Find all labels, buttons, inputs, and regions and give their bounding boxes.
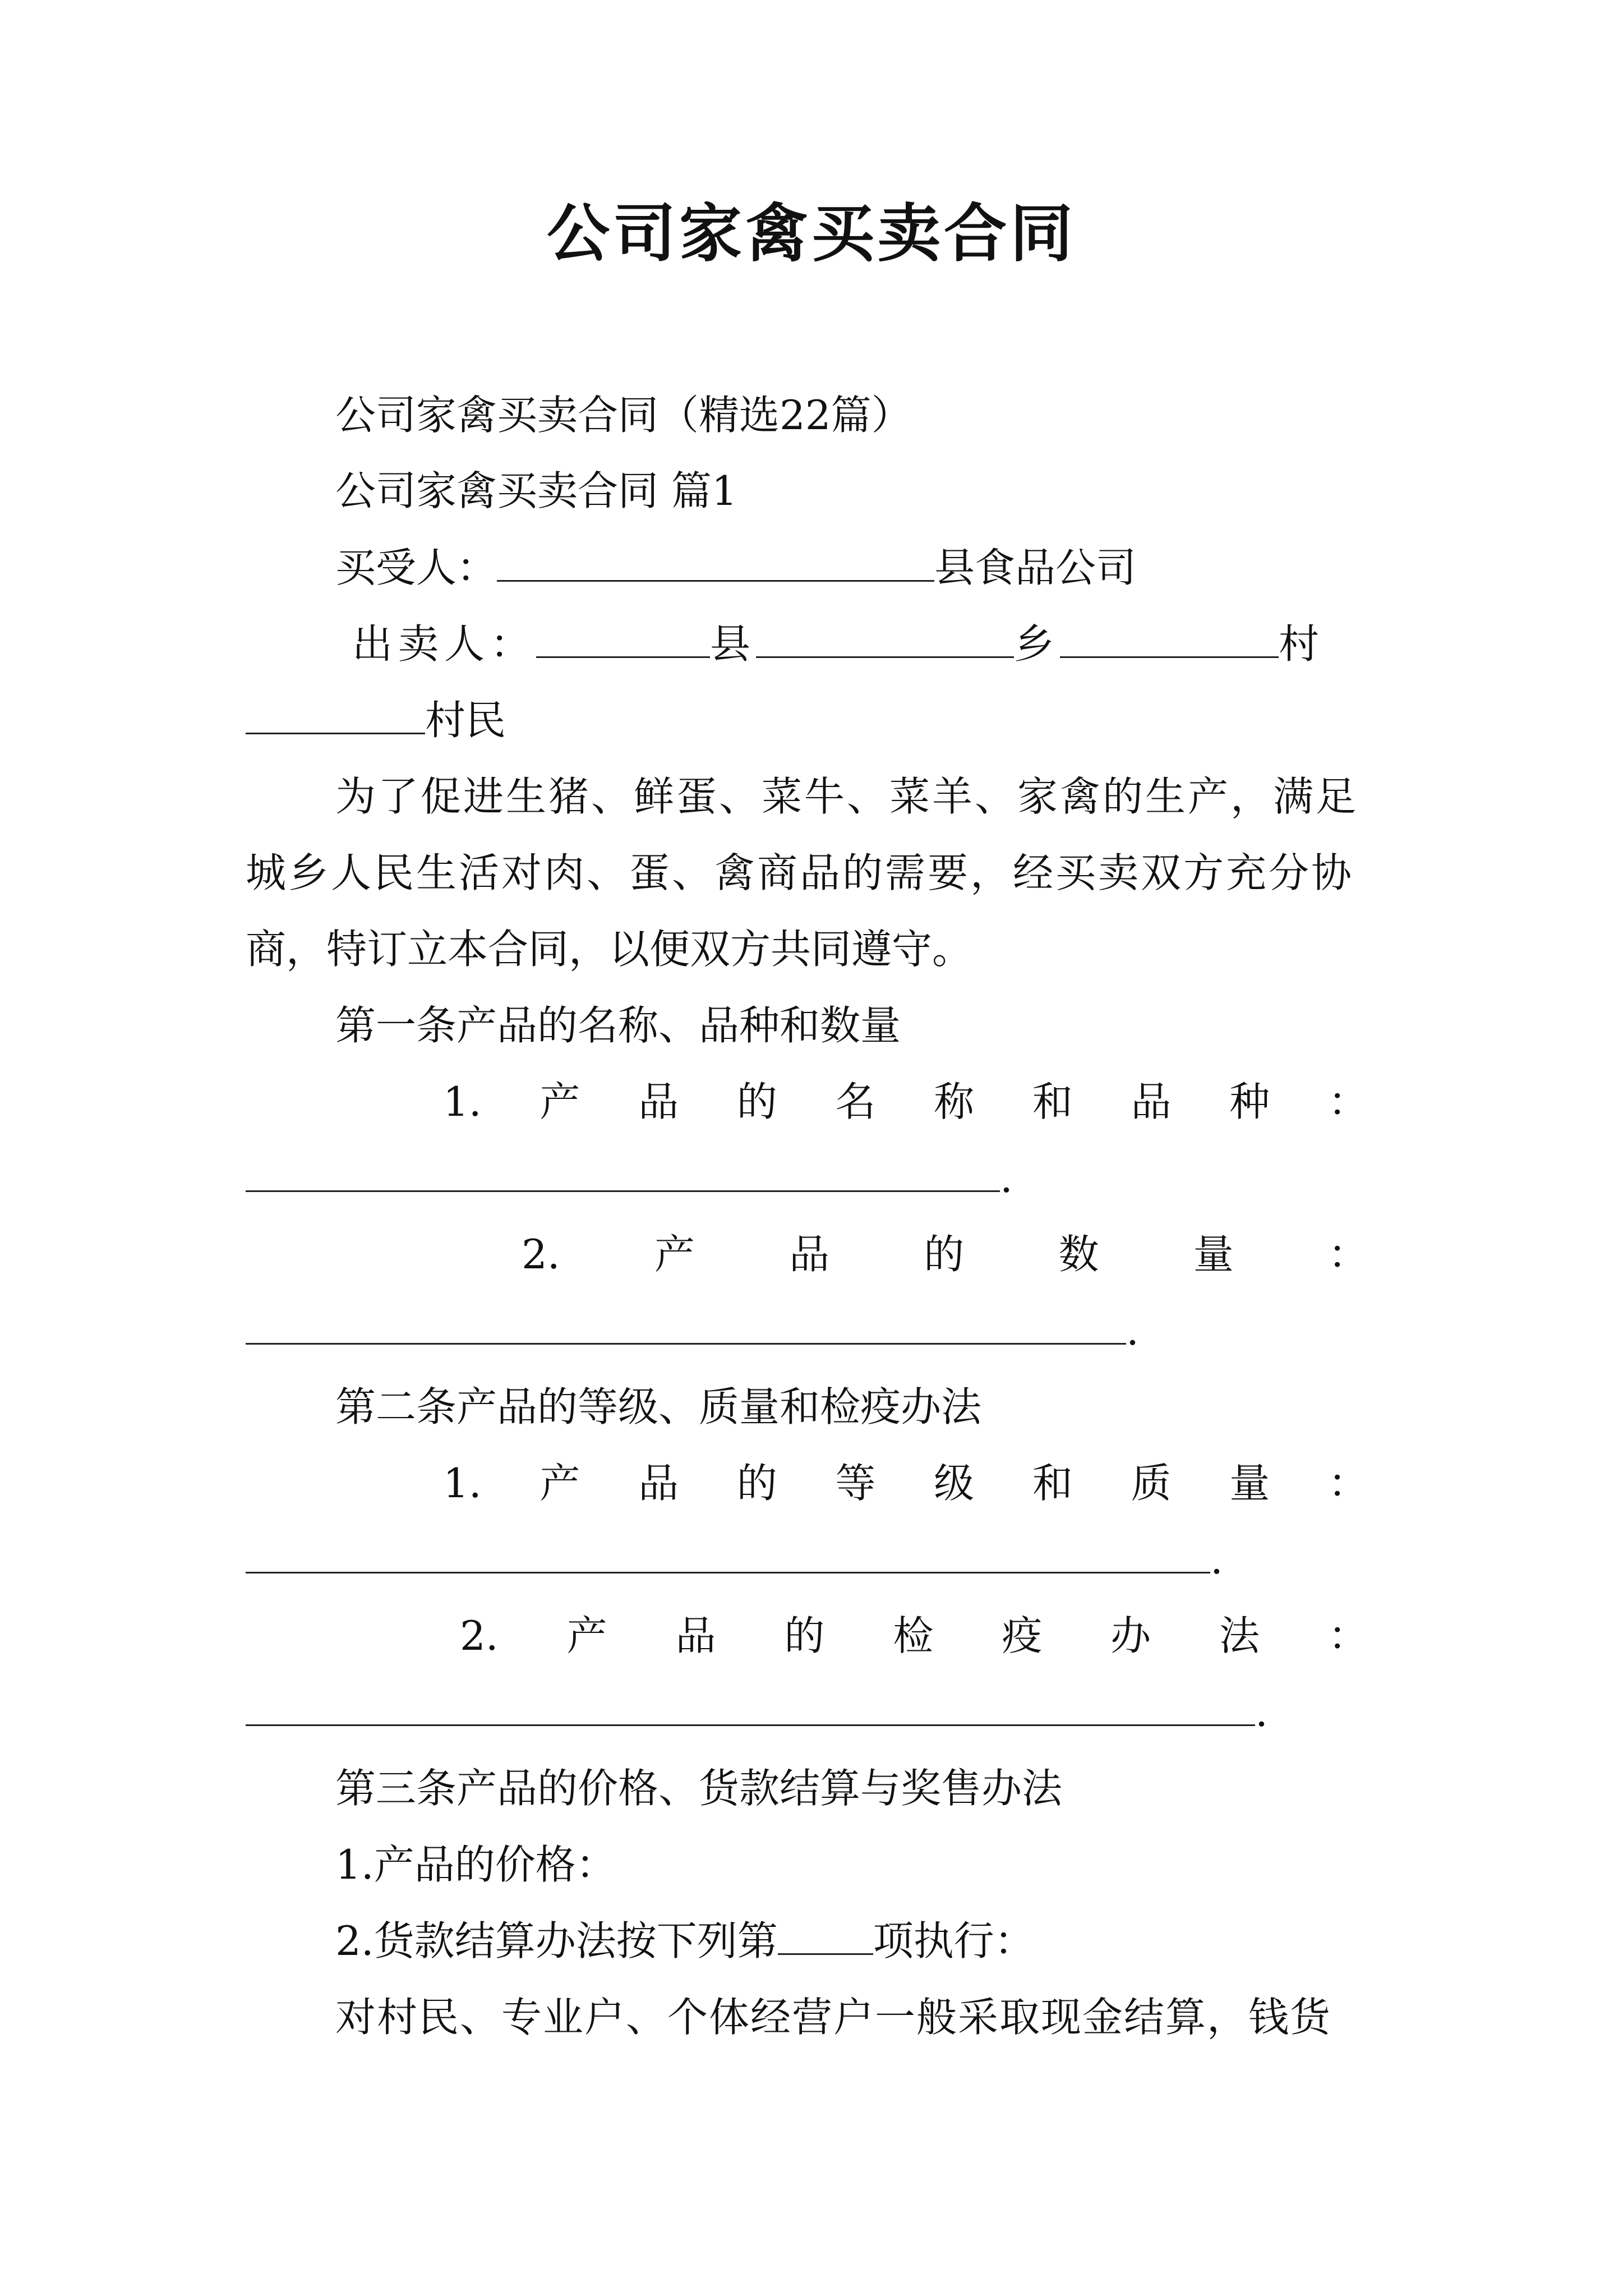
document-title: 公司家禽买卖合同 — [547, 197, 1076, 270]
spread-char: 1. — [443, 1460, 482, 1507]
spread-char: 检 — [893, 1612, 934, 1659]
article1-item1-dot: . — [1000, 1154, 1013, 1202]
spread-char: 等 — [835, 1460, 876, 1507]
article1-item1-blank — [246, 1151, 1000, 1192]
intro-line-2: 城乡人民生活对肉、蛋、禽商品的需要，经买卖双方充分协 — [246, 849, 1354, 896]
spread-char: 品 — [1131, 1078, 1172, 1125]
spread-char: 2. — [522, 1231, 560, 1278]
intro-line-3: 商，特订立本合同，以便双方共同遵守。 — [246, 926, 973, 973]
spread-char: 2. — [460, 1612, 499, 1659]
seller-village: 村 — [1279, 620, 1325, 668]
article2-heading: 第二条产品的等级、质量和检疫办法 — [335, 1383, 982, 1430]
spread-char: 品 — [638, 1078, 679, 1125]
article3-item2-blank — [778, 1914, 873, 1955]
spread-char: 品 — [789, 1231, 830, 1278]
article1-item2-dot: . — [1126, 1307, 1139, 1354]
article2-item2-blank — [246, 1685, 1255, 1726]
spread-char: 品 — [675, 1612, 716, 1659]
article1-item2-blank-line — [246, 1303, 1139, 1359]
article1-item1 — [443, 1074, 1368, 1130]
seller-line — [352, 616, 1325, 672]
article3-item1: 1.产品的价格： — [335, 1841, 616, 1888]
buyer-blank — [497, 541, 934, 582]
article2-item2 — [460, 1608, 1368, 1664]
article3-item2-post: 项执行： — [873, 1917, 1035, 1964]
seller-county: 县 — [710, 620, 757, 668]
spread-char: 和 — [1032, 1078, 1073, 1125]
buyer-line — [335, 540, 1136, 596]
spread-char: 名 — [835, 1078, 876, 1125]
spread-char: 量 — [1229, 1460, 1270, 1507]
spread-char: 称 — [934, 1078, 975, 1125]
spread-char: 产 — [654, 1231, 695, 1278]
seller-label: 出卖人： — [352, 620, 537, 668]
article2-item2-dot: . — [1255, 1688, 1268, 1736]
seller-blank-2 — [756, 617, 1014, 658]
spread-char: 法 — [1219, 1612, 1260, 1659]
seller-blank-4 — [246, 693, 425, 734]
spread-char: 的 — [736, 1460, 777, 1507]
article2-item1-blank-line — [246, 1531, 1223, 1588]
section-heading: 公司家禽买卖合同 篇1 — [335, 467, 737, 514]
spread-char: 产 — [566, 1612, 607, 1659]
spread-char: 的 — [736, 1078, 777, 1125]
spread-char: ： — [1327, 1612, 1368, 1659]
article2-item1-blank — [246, 1533, 1210, 1573]
article1-item2 — [522, 1226, 1368, 1282]
intro-line-1: 为了促进生猪、鲜蛋、菜牛、菜羊、家禽的生产，满足 — [335, 773, 1359, 820]
spread-char: ： — [1327, 1078, 1368, 1125]
seller-villager: 村民 — [425, 697, 506, 744]
buyer-label: 买受人： — [335, 544, 497, 591]
spread-char: ： — [1327, 1231, 1368, 1278]
spread-char: 疫 — [1002, 1612, 1043, 1659]
document-subtitle: 公司家禽买卖合同（精选22篇） — [335, 392, 912, 439]
article3-heading: 第三条产品的价格、货款结算与奖售办法 — [335, 1765, 1063, 1812]
spread-char: 的 — [784, 1612, 825, 1659]
spread-char: 质 — [1131, 1460, 1172, 1507]
spread-char: ： — [1327, 1460, 1368, 1507]
article1-heading: 第一条产品的名称、品种和数量 — [335, 1002, 901, 1049]
seller-township: 乡 — [1014, 620, 1061, 668]
spread-char: 量 — [1193, 1231, 1234, 1278]
spread-char: 数 — [1058, 1231, 1099, 1278]
spread-char: 产 — [540, 1078, 580, 1125]
article2-item1-dot: . — [1210, 1536, 1223, 1583]
article3-last-line: 对村民、专业户、个体经营户一般采取现金结算，钱货 — [335, 1994, 1332, 2041]
article3-item2-pre: 2.货款结算办法按下列第 — [335, 1917, 778, 1964]
spread-char: 1. — [443, 1078, 482, 1125]
buyer-suffix: 县食品公司 — [934, 544, 1137, 591]
seller-blank-3 — [1060, 617, 1279, 658]
article3-item2 — [335, 1913, 1035, 1969]
seller-line-2 — [246, 692, 506, 748]
seller-blank-1 — [536, 617, 710, 658]
spread-char: 品 — [638, 1460, 679, 1507]
spread-char: 种 — [1229, 1078, 1270, 1125]
spread-char: 产 — [540, 1460, 580, 1507]
spread-char: 的 — [924, 1231, 965, 1278]
spread-char: 级 — [934, 1460, 975, 1507]
spread-char: 办 — [1110, 1612, 1151, 1659]
spread-char: 和 — [1032, 1460, 1073, 1507]
article1-item2-blank — [246, 1304, 1126, 1345]
article2-item2-blank-line — [246, 1684, 1268, 1740]
article1-item1-blank-line — [246, 1150, 1013, 1206]
article2-item1 — [443, 1455, 1368, 1511]
